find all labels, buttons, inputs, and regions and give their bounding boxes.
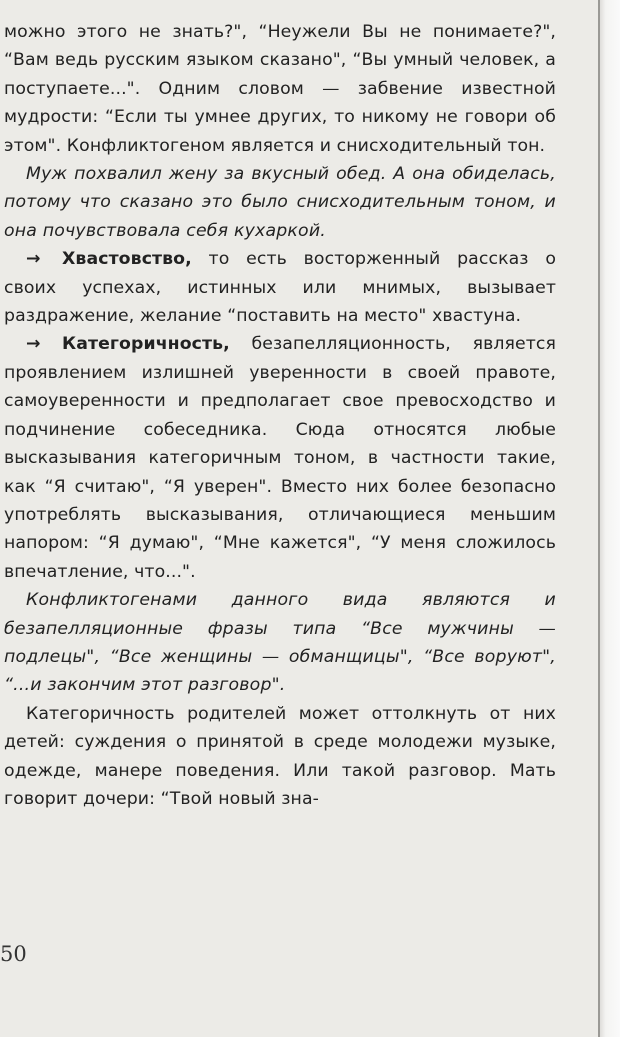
bullet-categoricalness-text: безапелляционность, является проявлением излишней уверенности в своей правоте, самоуверенности и предполагает свое превосходство и подчинение собеседника. Сюда относятся любые высказывания категоричным тоном, в частности такие, как “Я считаю", “Я уверен". Вместо них более безопасно употреблять высказывания, отличающиеся меньшим напором: “Я думаю", “Мне кажется", “У меня сложилось впечатление, что...". [4, 334, 556, 582]
paragraph-4: Категоричность родителей может оттолкнуть от них детей: суждения о принятой в среде молодежи музыке, одежде, манере поведения. Или такой разговор. Мать говорит дочери: “Твой новый зна- [4, 703, 556, 809]
term-categoricalness: Категоричность, [62, 334, 230, 355]
example-paragraph-1: Муж похвалил жену за вкусный обед. А она обиделась, потому что сказано это было снисходительным тоном, и она почувствовала себя кухаркой. [4, 164, 556, 241]
page-edge-line [598, 0, 600, 1037]
term-boasting: Хвастовство, [62, 249, 192, 270]
bullet-categoricalness [4, 330, 556, 586]
bullet-boasting-text: то есть восторженный рассказ о своих успехах, истинных или мнимых, вызывает раздражение, желание “поставить на место" хвастуна. [4, 249, 556, 327]
arrow-icon: → [26, 249, 41, 270]
page-text [4, 18, 556, 813]
bullet-boasting [4, 245, 556, 330]
page-number: 50 [0, 942, 27, 966]
arrow-icon: → [26, 334, 41, 355]
paragraph-1: можно этого не знать?", “Неужели Вы не понимаете?", “Вам ведь русским языком сказано", “Вы умный человек, а поступаете...". Одним словом — забвение известной мудрости: “Если ты умнее других, то никому не говори об этом". Конфликтогеном является и снисходительный тон. [4, 22, 556, 156]
book-spine-edge [598, 0, 620, 1037]
example-paragraph-2: Конфликтогенами данного вида являются и безапелляционные фразы типа “Все мужчины — подлецы", “Все женщины — обманщицы", “Все воруют", “...и закончим этот разговор". [4, 590, 556, 696]
